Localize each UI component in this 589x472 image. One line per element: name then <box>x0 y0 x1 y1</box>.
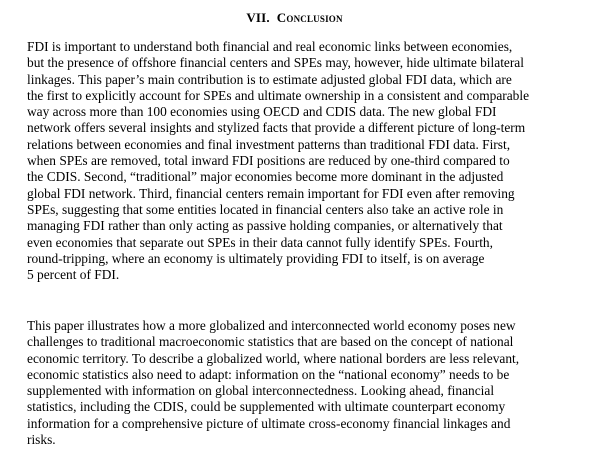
text-line: round-tripping, where an economy is ultimately providing FDI to itself, is on average <box>27 250 485 266</box>
text-line: This paper illustrates how a more globalized and interconnected world economy poses new <box>27 318 516 333</box>
text-line: challenges to traditional macroeconomic statistics that are based on the concept of national <box>27 334 514 350</box>
text-line: SPEs, suggesting that some entities located in financial centers also take an active role in <box>27 201 504 217</box>
text-line: FDI is important to understand both financial and real economic links between economies, <box>27 39 513 54</box>
text-line: risks. <box>27 432 56 448</box>
section-heading <box>0 10 589 26</box>
text-line: the CDIS. Second, “traditional” major economies become more dominant in the adjusted <box>27 169 504 185</box>
text-line: the first to explicitly account for SPEs and ultimate ownership in a consistent and comparable <box>27 87 530 103</box>
text-line: but the presence of offshore financial centers and SPEs may, however, hide ultimate bilateral <box>27 55 524 71</box>
text-line: relations between economies and final investment patterns than traditional FDI data. First, <box>27 136 511 152</box>
text-line: way across more than 100 economies using OECD and CDIS data. The new global FDI <box>27 104 497 120</box>
text-line: economic territory. To describe a globalized world, where national borders are less relevant, <box>27 350 520 366</box>
section-number: VII. <box>246 10 270 25</box>
text-line: information for a comprehensive picture of ultimate cross-economy financial linkages and <box>27 415 511 431</box>
text-line: 5 percent of FDI. <box>27 267 120 283</box>
text-line: global FDI network. Third, financial centers remain important for FDI even after removing <box>27 185 515 201</box>
text-line: managing FDI rather than only acting as passive holding companies, or alternatively that <box>27 218 503 234</box>
text-line: even economies that separate out SPEs in their data cannot fully identify SPEs. Fourth, <box>27 234 493 250</box>
paragraph-outlook <box>27 318 572 448</box>
text-line: supplemented with information on global interconnectedness. Looking ahead, financial <box>27 383 495 399</box>
text-line: statistics, including the CDIS, could be supplemented with ultimate counterpart economy <box>27 399 506 415</box>
text-line: economic statistics also need to adapt: information on the “national economy” needs to be <box>27 366 510 382</box>
text-line: when SPEs are removed, total inward FDI positions are reduced by one-third compared to <box>27 153 510 169</box>
text-line: linkages. This paper’s main contribution is to estimate adjusted global FDI data, which are <box>27 71 512 87</box>
text-line: network offers several insights and stylized facts that provide a different picture of long-term <box>27 120 526 136</box>
paragraph-summary <box>27 39 572 283</box>
section-title: Conclusion <box>276 10 343 25</box>
